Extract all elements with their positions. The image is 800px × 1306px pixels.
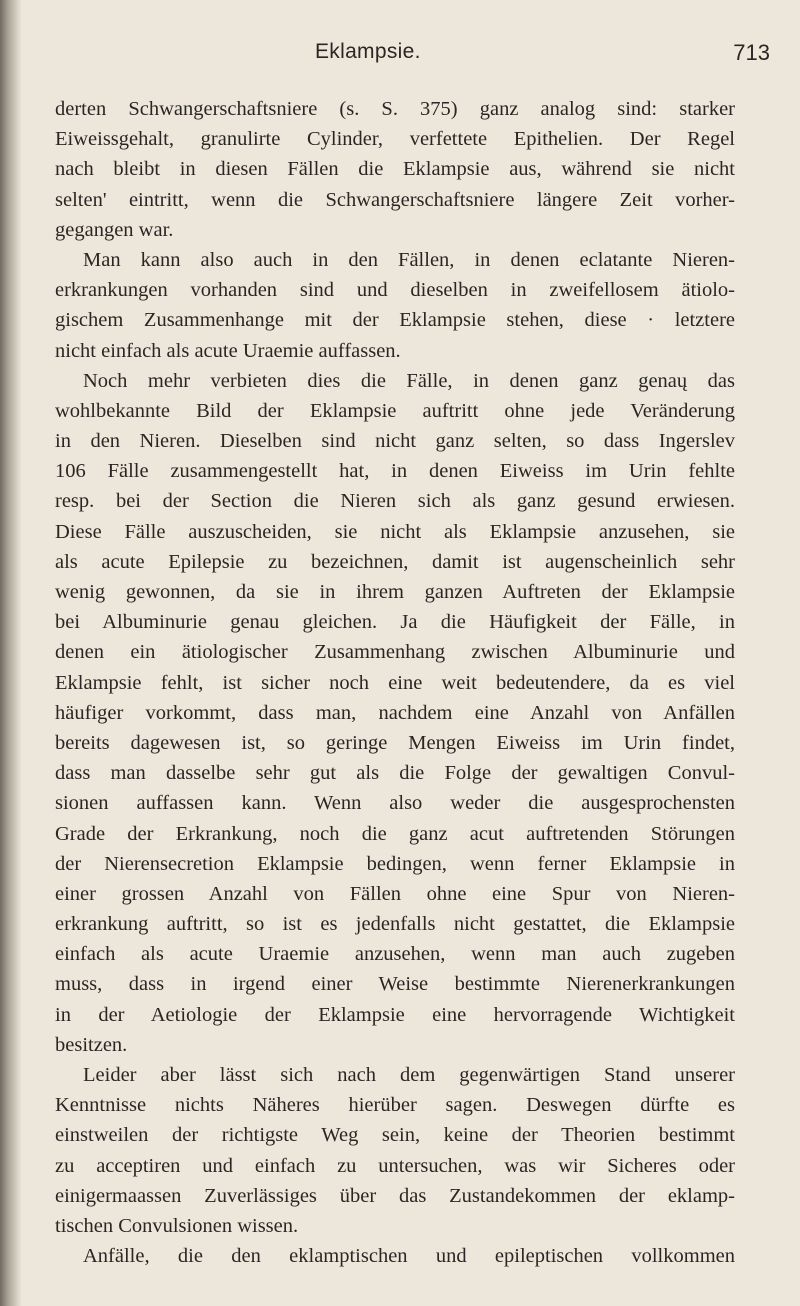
text-line: resp. bei der Section die Nieren sich als ganz gesund erwiesen. <box>55 490 735 513</box>
text-line: bei Albuminurie genau gleichen. Ja die Häufigkeit der Fälle, in <box>55 611 735 634</box>
paragraph-2 <box>55 245 735 366</box>
text-line: erkrankungen vorhanden sind und dieselben in zweifellosem ätiolo- <box>55 279 735 302</box>
text-line: gischem Zusammenhange mit der Eklampsie stehen, diese · letztere <box>55 309 735 332</box>
text-line: Grade der Erkrankung, noch die ganz acut auftretenden Störungen <box>55 822 735 845</box>
text-line: dass man dasselbe sehr gut als die Folge der gewaltigen Convul- <box>55 762 735 785</box>
body-text <box>55 94 735 1271</box>
text-line: besitzen. <box>55 1033 128 1056</box>
text-line: nicht einfach als acute Uraemie auffassen. <box>55 339 401 362</box>
text-line: zu acceptiren und einfach zu untersuchen, was wir Sicheres oder <box>55 1154 735 1177</box>
text-line: Anfälle, die den eklamptischen und epileptischen vollkommen <box>83 1245 735 1268</box>
text-line: Noch mehr verbieten dies die Fälle, in denen ganz genaų das <box>83 369 735 392</box>
text-line: bereits dagewesen ist, so geringe Mengen Eiweiss im Urin findet, <box>55 731 735 754</box>
paragraph-1 <box>55 94 735 245</box>
text-line: tischen Convulsionen wissen. <box>55 1214 299 1237</box>
text-line: sionen auffassen kann. Wenn also weder die ausgesprochensten <box>55 792 735 815</box>
text-line: einigermaassen Zuverlässiges über das Zustandekommen der eklamp- <box>55 1184 735 1207</box>
text-line: derten Schwangerschaftsniere (s. S. 375) ganz analog sind: starker <box>55 98 735 120</box>
text-line: Kenntnisse nichts Näheres hierüber sagen. Deswegen dürfte es <box>55 1094 735 1117</box>
text-line: als acute Epilepsie zu bezeichnen, damit ist augenscheinlich sehr <box>55 550 735 573</box>
text-line: Eklampsie fehlt, ist sicher noch eine weit bedeutendere, da es viel <box>55 671 735 694</box>
paragraph-4 <box>55 1060 735 1241</box>
text-line: Diese Fälle auszuscheiden, sie nicht als Eklampsie anzusehen, sie <box>55 520 735 543</box>
text-line: der Nierensecretion Eklampsie bedingen, wenn ferner Eklampsie in <box>55 852 735 875</box>
text-line: muss, dass in irgend einer Weise bestimmte Nierenerkrankungen <box>55 973 735 996</box>
text-line: selten' eintritt, wenn die Schwangerschaftsniere längere Zeit vorher- <box>55 188 735 211</box>
text-line: in den Nieren. Dieselben sind nicht ganz selten, so dass Ingerslev <box>55 430 735 453</box>
text-line: in der Aetiologie der Eklampsie eine hervorragende Wichtigkeit <box>55 1003 735 1026</box>
text-line: einstweilen der richtigste Weg sein, keine der Theorien bestimmt <box>55 1124 735 1147</box>
page-number: 713 <box>733 40 770 65</box>
paragraph-5 <box>55 1241 735 1271</box>
page-header <box>30 40 770 72</box>
text-line: nach bleibt in diesen Fällen die Eklampsie aus, während sie nicht <box>55 158 735 181</box>
text-line: denen ein ätiologischer Zusammenhang zwischen Albuminurie und <box>55 641 735 664</box>
text-line: 106 Fälle zusammengestellt hat, in denen Eiweiss im Urin fehlte <box>55 460 735 483</box>
text-line: wohlbekannte Bild der Eklampsie auftritt ohne jede Veränderung <box>55 399 735 422</box>
paragraph-3 <box>55 366 735 1060</box>
text-line: Eiweissgehalt, granulirte Cylinder, verfettete Epithelien. Der Regel <box>55 128 735 151</box>
text-line: wenig gewonnen, da sie in ihrem ganzen Auftreten der Eklampsie <box>55 581 735 603</box>
text-line: einer grossen Anzahl von Fällen ohne eine Spur von Nieren- <box>55 882 735 905</box>
text-line: gegangen war. <box>55 218 174 241</box>
text-line: einfach als acute Uraemie anzusehen, wenn man auch zugeben <box>55 943 735 966</box>
text-line: Man kann also auch in den Fällen, in denen eclatante Nieren- <box>83 248 735 271</box>
text-line: häufiger vorkommt, dass man, nachdem eine Anzahl von Anfällen <box>55 701 735 724</box>
running-head: Eklampsie. <box>315 40 421 63</box>
text-line: erkrankung auftritt, so ist es jedenfalls nicht gestattet, die Eklampsie <box>55 913 735 936</box>
text-line: Leider aber lässt sich nach dem gegenwärtigen Stand unserer <box>83 1064 735 1086</box>
